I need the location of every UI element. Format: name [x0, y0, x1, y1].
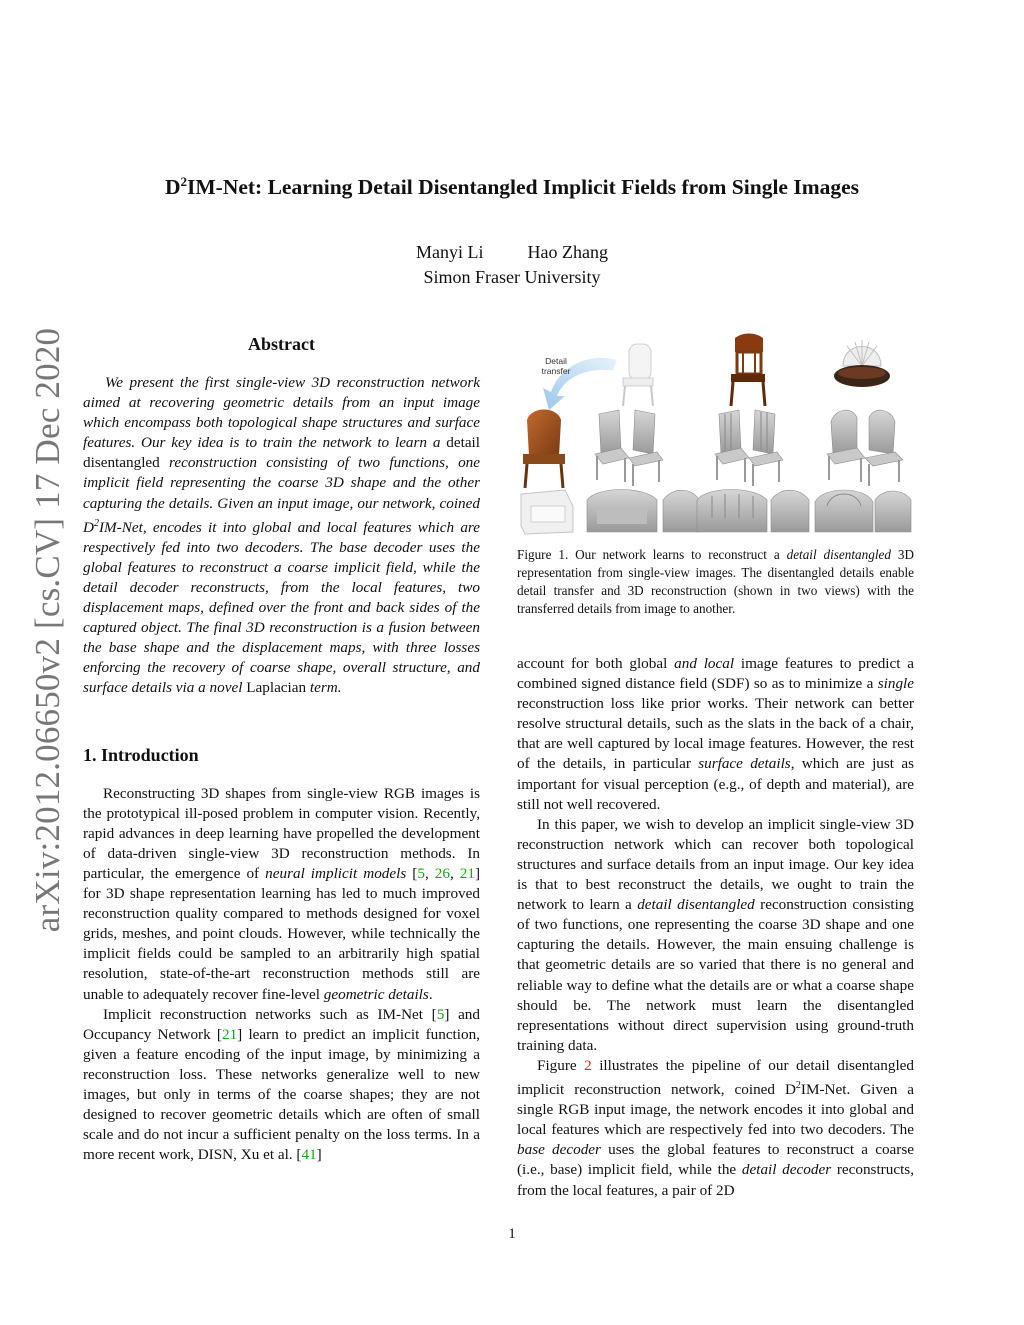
wood-chair-render [523, 410, 565, 489]
page-number: 1 [508, 1226, 516, 1242]
sofa-reconstruction-pair [815, 490, 911, 532]
body-paragraph: In this paper, we wish to develop an implicit single-view 3D reconstruction network which can recover both topological structures and surface details from an input image. Our key idea is that to best reconstruct the details, we ought to train the network to learn a detail disentangled reconstruction consisting of two functions, one representing the coarse 3D shape and one capturing the details. However, the main ensuing challenge is that geometric details are so varied that there is no general and reliable way to define what the details are or what a coarse shape should be. The network must learn the disentangled representations without direct supervision using ground-truth training data. [517, 815, 914, 1054]
citation-link[interactable]: 21 [221, 1025, 238, 1043]
intro-paragraph: Reconstructing 3D shapes from single-view RGB images is the prototypical ill-posed problem in computer vision. Recently, rapid advances in deep learning have propelled the development of data-driven single-view 3D reconstruction methods. In particular, the emergence of neural implicit models [5, 26, 21] for 3D shape representation learning has led to much improved reconstruction quality compared to methods designed for voxel grids, meshes, and point clouds. However, while technically the implicit fields could be sampled to an arbitrarily high spatial resolution, state-of-the-art reconstruction methods still are unable to adequately recover fine-level geometric details. [83, 784, 480, 1003]
left-column [83, 330, 480, 1165]
section-heading-introduction: 1. Introduction [83, 744, 199, 765]
sofa-reconstruction-pair [587, 490, 699, 533]
figure-reference-link[interactable]: 2 [584, 1056, 592, 1074]
author-affiliation: Simon Fraser University [423, 267, 601, 287]
right-column [517, 330, 914, 1201]
abstract-heading: Abstract [248, 334, 315, 354]
input-image-shell-sofa [834, 340, 890, 387]
intro-paragraph: Implicit reconstruction networks such as IM-Net [5] and Occupancy Network [21] learn to predict an implicit function, given a feature encoding of the input image, by minimizing a reconstruction loss. These networks generalize well to new images, but only in terms of the coarse shapes; they are not designed to recover geometric details which are often of small scale and do not incur a sufficient penalty on the loss terms. In a more recent work, DISN, Xu et al. [41] [83, 1005, 480, 1164]
detail-transfer-label: Detail transfer [541, 356, 571, 376]
input-image-wood-chair [731, 334, 765, 407]
author-block [0, 240, 1024, 290]
chair-reconstruction-pair [595, 410, 663, 486]
body-paragraph: Figure 2 illustrates the pipeline of our detail disentangled implicit reconstruction network, coined $D^2IM$-Net. Given a single RGB input image, the network encodes it into global and local features which are respectively fed into two decoders. The base decoder uses the global features to reconstruct a coarse (i.e., base) implicit field, while the detail decoder reconstructs, from the local features, a pair of 2D [517, 1056, 915, 1199]
figure-1-caption: Figure 1. Our network learns to reconstruct a detail disentangled 3D representation from single-view images. The disentangled details enable detail transfer and 3D reconstruction (shown in two views) with the transferred details from image to another. [517, 547, 914, 616]
paper-title: $D^2IM$-Net: Learning Detail Disentangled Implicit Fields from Single Images [164, 174, 860, 200]
input-image-white-chair [623, 344, 653, 406]
citation-link[interactable]: 26 [434, 864, 450, 882]
chair-reconstruction-pair [715, 410, 783, 486]
citation-link[interactable]: 21 [459, 864, 475, 882]
figure-1-illustration [517, 330, 914, 536]
figure-1 [517, 330, 914, 536]
citation-link[interactable]: 5 [417, 864, 425, 882]
body-paragraph: account for both global and local image features to predict a combined signed distance field (SDF) so as to minimize a single reconstruction loss like prior works. Their network can better resolve structural details, such as the slats in the back of a chair, that are well captured by local image features. However, the rest of the details, in particular surface details, which are just as important for visual perception (e.g., of depth and material), are still not well recovered. [517, 655, 915, 813]
abstract-text: We present the first single-view 3D reconstruction network aimed at recovering geometric details from an input image which encompass both topological shape structures and surface features. Our key idea is to train the network to learn a detail disentangled reconstruction consisting of two functions, one implicit field representing the coarse 3D shape and the other capturing the details. Given an input image, our network, coined $D^2IM$-Net, encodes it into global and local features which are respectively fed into two decoders. The base decoder uses the global features to reconstruct a coarse implicit field, while the detail decoder reconstructs, from the local features, two displacement maps, defined over the front and back sides of the captured object. The final 3D reconstruction is a fusion between the base shape and the displacement maps, with three losses enforcing the recovery of coarse shape, overall structure, and surface details via a novel Laplacian term. [83, 374, 480, 697]
citation-link[interactable]: 41 [301, 1146, 317, 1164]
chair-reconstruction-pair [827, 410, 903, 486]
white-sofa-render [521, 490, 573, 534]
arxiv-identifier: arXiv:2012.06650v2 [cs.CV] 17 Dec 2020 [28, 327, 68, 933]
sofa-reconstruction-pair [697, 490, 809, 533]
author-name: Hao Zhang [527, 242, 608, 262]
author-name: Manyi Li [416, 242, 484, 262]
citation-link[interactable]: 5 [436, 1005, 445, 1023]
